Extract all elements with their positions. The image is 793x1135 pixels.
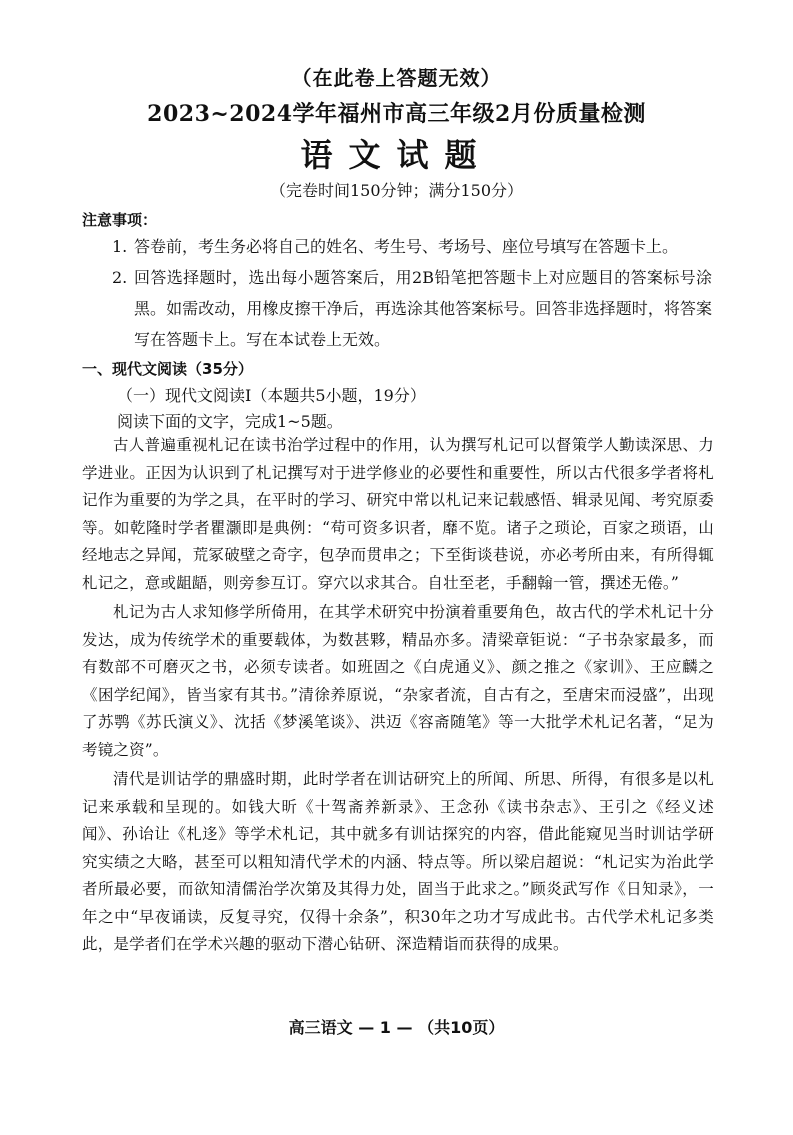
instruction-item-text: 答卷前，考生务必将自己的姓名、考生号、考场号、座位号填写在答题卡上。 xyxy=(134,237,679,256)
exam-title: 2023~2024学年福州市高三年级2月份质量检测 xyxy=(147,101,646,127)
instructions-heading: 注意事项： xyxy=(82,211,158,229)
section-heading: 一、现代文阅读（35分） xyxy=(82,360,253,378)
page-footer: 高三语文 — 1 — （共10页） xyxy=(288,1018,505,1037)
instruction-item-number: 2. xyxy=(112,268,128,287)
instruction-item-text: 回答选择题时，选出每小题答案后，用2B铅笔把答题卡上对应题目的答案标号涂黑。如需改动，用橡皮擦干净后，再选涂其他答案标号。回答非选择题时，将答案写在答题卡上。写在本试卷上无效。 xyxy=(134,268,712,349)
reading-passage xyxy=(82,432,714,961)
exam-duration-score: （完卷时间150分钟；满分150分） xyxy=(269,181,524,200)
subsection-heading: （一）现代文阅读Ⅰ（本题共5小题，19分） xyxy=(117,386,426,405)
instruction-item-1 xyxy=(112,231,712,262)
instruction-item-2 xyxy=(112,262,712,355)
reading-instruction: 阅读下面的文字，完成1~5题。 xyxy=(117,412,343,431)
passage-paragraph: 札记为古人求知修学所倚用，在其学术研究中扮演着重要角色，故古代的学术札记十分发达，成为传统学术的重要载体，为数甚夥，精品亦多。清梁章钜说：“子书杂家最多，而有数部不可磨灭之书，必须专读者。如班固之《白虎通义》、颜之推之《家训》、王应麟之《困学纪闻》，皆当家有其书。”清徐养原说，“杂家者流，自古有之，至唐宋而浸盛”，出现了苏鹗《苏氏演义》、沈括《梦溪笔谈》、洪迈《容斋随笔》等一大批学术札记名著，“足为考镜之资”。 xyxy=(82,603,714,759)
subject-title: 语文试题 xyxy=(300,136,493,174)
instruction-item-number: 1. xyxy=(112,237,128,256)
passage-paragraph: 古人普遍重视札记在读书治学过程中的作用，认为撰写札记可以督策学人勤读深思、力学进业。正因为认识到了札记撰写对于进学修业的必要性和重要性，所以古代很多学者将札记作为重要的为学之具，在平时的学习、研究中常以札记来记载感悟、辑录见闻、考究原委等。如乾隆时学者瞿灏即是典例：“苟可资多识者，靡不览。诸子之琐论，百家之琐语，山经地志之异闻，荒冢破壁之奇字，包孕而贯串之；下至街谈巷说，亦必考所由来，有所得辄札记之，意或龃龉，则旁参互订。穿穴以求其合。自壮至老，手翻翰一管，撰述无倦。” xyxy=(82,436,714,592)
answer-invalid-notice: （在此卷上答题无效） xyxy=(291,66,502,90)
passage-paragraph: 清代是训诂学的鼎盛时期，此时学者在训诂研究上的所闻、所思、所得，有很多是以札记来承载和呈现的。如钱大昕《十驾斋养新录》、王念孙《读书杂志》、王引之《经义述闻》、孙诒让《札迻》等学术札记，其中就多有训诂探究的内容，借此能窥见当时训诂学研究实绩之大略，甚至可以粗知清代学术的内涵、特点等。所以梁启超说：“札记实为治此学者所最必要，而欲知清儒治学次第及其得力处，固当于此求之。”顾炎武写作《日知录》，一年之中“早夜诵读，反复寻究，仅得十余条”，积30年之功才写成此书。古代学术札记多类此，是学者们在学术兴趣的驱动下潜心钻研、深造精诣而获得的成果。 xyxy=(82,770,714,953)
